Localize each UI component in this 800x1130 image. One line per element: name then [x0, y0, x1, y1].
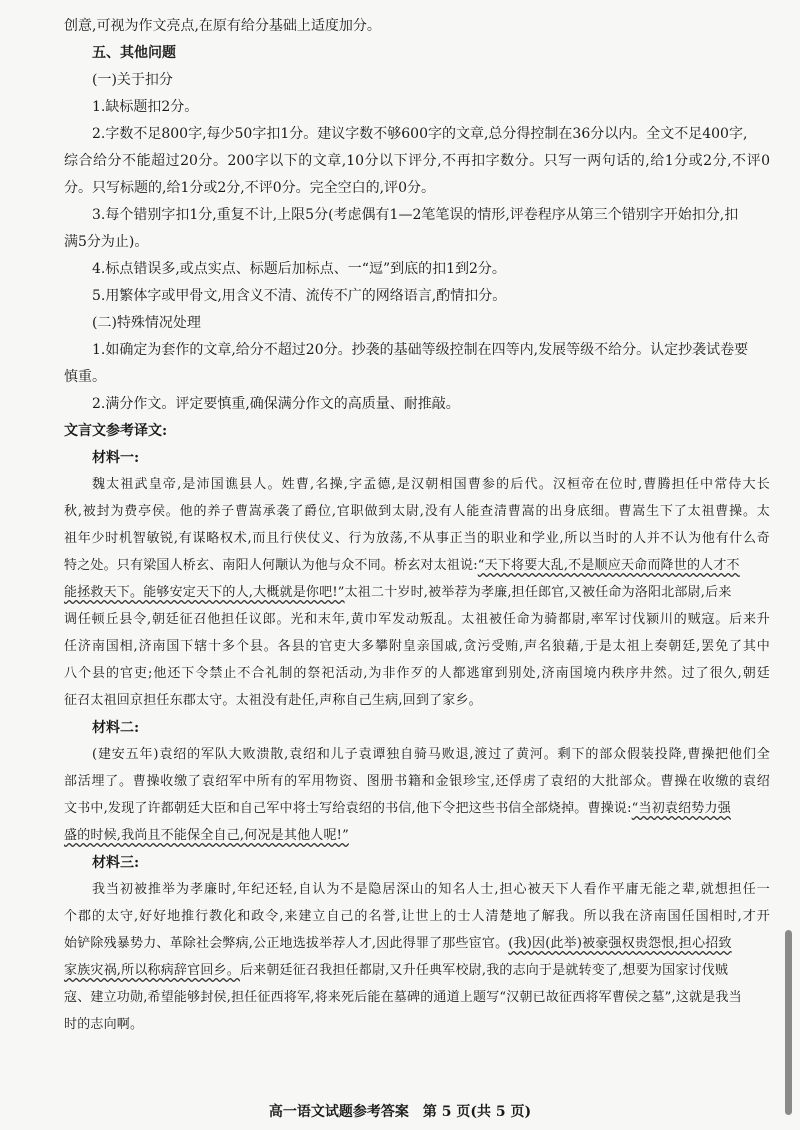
section-heading: 文言文参考译文:	[64, 423, 168, 439]
text-line: 征召太祖回京担任东郡太守。太祖没有赴任,声称自己生病,回到了家乡。	[64, 693, 482, 708]
underlined-quote: (我)因(此举)被豪强权贵怨恨,担心招致	[508, 936, 732, 951]
text-line: 慎重。	[64, 369, 106, 385]
text-segment: 文书中,发现了许都朝廷大臣和自己军中将士写给袁绍的书信,他下令把这些书信全部烧掉。曹操说:	[64, 801, 632, 816]
text-line: 祖年少时机智敏锐,有谋略权术,而且行侠仗义、行为放荡,不从事正当的职业和学业,所以当时的人并不认为他有什么奇	[64, 531, 770, 546]
text-line: (建安五年)袁绍的军队大败溃散,袁绍和儿子袁谭独自骑马败退,渡过了黄河。剩下的部众假装投降,曹操把他们全	[92, 747, 770, 762]
text-segment: 特之处。只有梁国人桥玄、南阳人何颙认为他与众不同。桥玄对太祖说:	[64, 558, 478, 573]
text-line: 八个县的官吏;他还下令禁止不合礼制的祭祀活动,为非作歹的人都逃窜到别处,济南国境内秩序井然。过了很久,朝廷	[64, 666, 770, 681]
material-heading: 材料三:	[92, 855, 140, 871]
text-line	[64, 556, 740, 576]
text-line	[64, 826, 349, 846]
text-segment: 太祖二十岁时,被举荐为孝廉,担任郎官,又被任命为洛阳北部尉,后来	[344, 585, 732, 600]
underlined-quote: 盛的时候,我尚且不能保全自己,何况是其他人呢!”	[64, 828, 349, 843]
text-line: 2.字数不足800字,每少50字扣1分。建议字数不够600字的文章,总分得控制在36分以内。全文不足400字,	[92, 126, 748, 142]
text-line: 时的志向啊。	[64, 1017, 144, 1032]
text-line: 满5分为止)。	[64, 234, 149, 250]
subsection-heading: (二)特殊情况处理	[92, 315, 201, 331]
section-heading: 五、其他问题	[92, 45, 176, 61]
text-line: 分。只写标题的,给1分或2分,不评0分。完全空白的,评0分。	[64, 180, 435, 196]
text-line: 寇、建立功勋,希望能够封侯,担任征西将军,将来死后能在墓碑的通道上题写“汉朝已故征西将军曹侯之墓”,这就是我当	[64, 990, 742, 1005]
text-line: 5.用繁体字或甲骨文,用含义不清、流传不广的网络语言,酌情扣分。	[92, 288, 507, 304]
subsection-heading: (一)关于扣分	[92, 72, 173, 88]
text-line	[64, 961, 728, 981]
text-line: 3.每个错别字扣1分,重复不计,上限5分(考虑偶有1—2笔笔误的情形,评卷程序从第三个错别字开始扣分,扣	[92, 207, 739, 223]
underlined-quote: 家族灾祸,所以称病辞官回乡。	[64, 963, 240, 978]
text-line: 4.标点错误多,或点实点、标题后加标点、一“逗”到底的扣1到2分。	[92, 261, 506, 277]
text-line: 秋,被封为费亭侯。他的养子曹嵩承袭了爵位,官职做到太尉,没有人能查清曹嵩的出身底细。曹嵩生下了太祖曹操。太	[64, 504, 770, 519]
text-line: 调任顿丘县令,朝廷征召他担任议郎。光和末年,黄巾军发动叛乱。太祖被任命为骑都尉,率军讨伐颍川的贼寇。后来升	[64, 612, 770, 627]
underlined-quote: “当初袁绍势力强	[631, 801, 731, 816]
text-line: 1.缺标题扣2分。	[92, 99, 199, 115]
underlined-quote: “天下将要大乱,不是顺应天命而降世的人才不	[477, 558, 740, 573]
text-segment: 始铲除残暴势力、革除社会弊病,公正地选拔举荐人才,因此得罪了那些宦官。	[64, 936, 509, 951]
text-line: 综合给分不能超过20分。200字以下的文章,10分以下评分,不再扣字数分。只写一两句话的,给1分或2分,不评0	[64, 153, 770, 169]
text-line: 部活埋了。曹操收缴了袁绍军中所有的军用物资、图册书籍和金银珍宝,还俘虏了袁绍的大批部众。曹操在收缴的袁绍	[64, 774, 770, 789]
text-line: 个郡的太守,好好地推行教化和政令,来建立自己的名誉,让世上的士人清楚地了解我。所以我在济南国任国相时,才开	[64, 909, 770, 924]
text-line: 我当初被推举为孝廉时,年纪还轻,自认为不是隐居深山的知名人士,担心被天下人看作平庸无能之辈,就想担任一	[92, 882, 770, 897]
text-line: 魏太祖武皇帝,是沛国谯县人。姓曹,名操,字孟德,是汉朝相国曹参的后代。汉桓帝在位时,曹腾担任中常侍大长	[92, 477, 770, 492]
material-heading: 材料二:	[92, 720, 140, 736]
text-line	[64, 799, 731, 819]
underlined-quote: 能拯救天下。能够安定天下的人,大概就是你吧!”	[64, 585, 345, 600]
text-line: 任济南国相,济南国下辖十多个县。各县的官吏大多攀附皇亲国戚,贪污受贿,声名狼藉,于是太祖上奏朝廷,罢免了其中	[64, 639, 770, 654]
text-line: 1.如确定为套作的文章,给分不超过20分。抄袭的基础等级控制在四等内,发展等级不给分。认定抄袭试卷要	[92, 342, 749, 358]
text-line: 创意,可视为作文亮点,在原有给分基础上适度加分。	[64, 18, 381, 34]
scrollbar-thumb[interactable]	[785, 930, 792, 1115]
material-heading: 材料一:	[92, 450, 140, 466]
text-segment: 后来朝廷征召我担任都尉,又升任典军校尉,我的志向于是就转变了,想要为国家讨伐贼	[239, 963, 729, 978]
text-line	[64, 583, 732, 603]
text-line: 2.满分作文。评定要慎重,确保满分作文的高质量、耐推敲。	[92, 396, 460, 412]
text-line	[64, 934, 732, 954]
page-footer: 高一语文试题参考答案 第 5 页(共 5 页)	[268, 1104, 532, 1120]
